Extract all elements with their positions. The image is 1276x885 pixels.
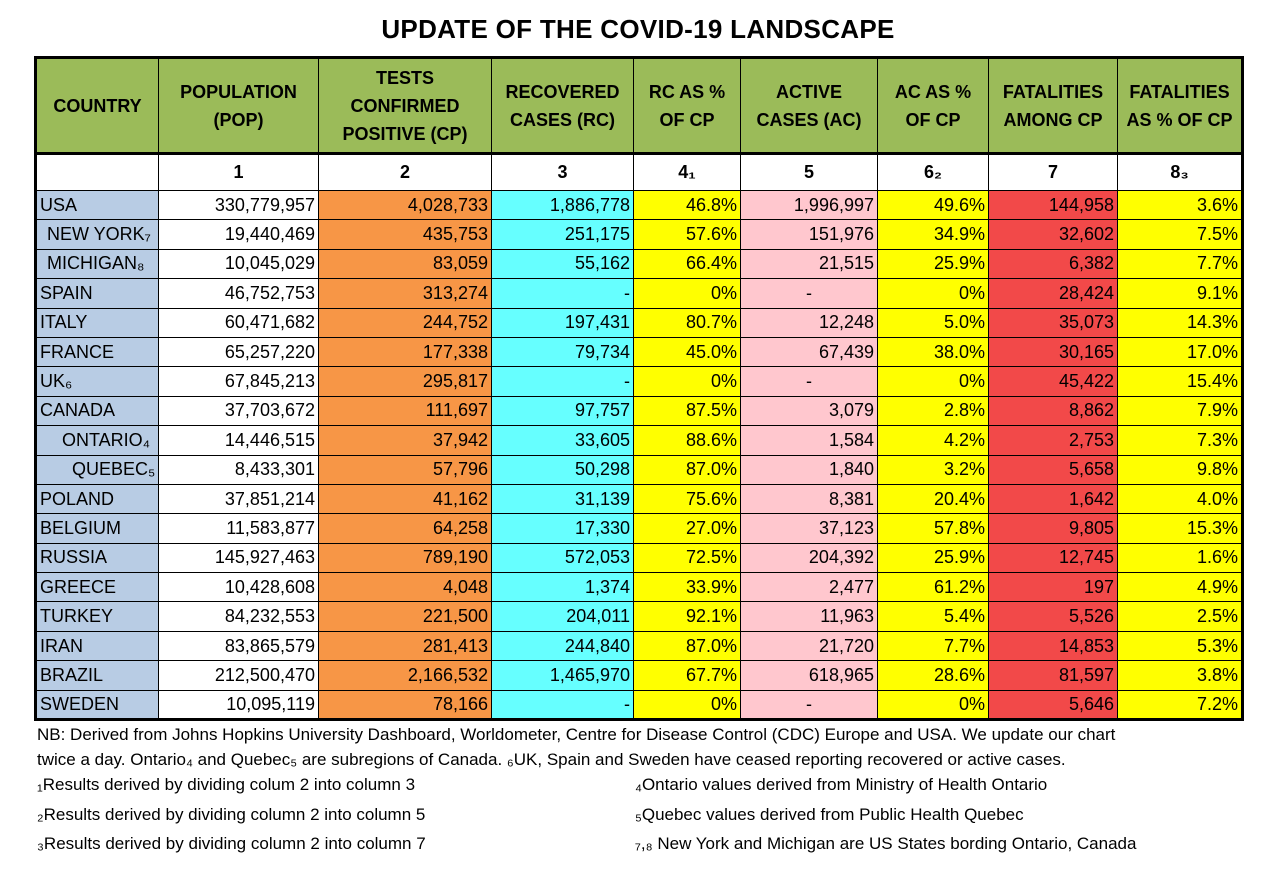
data-cell-cp: 57,796 [319,455,492,484]
data-cell-ac-pct: 25.9% [878,543,989,572]
data-cell-fat-pct: 7.9% [1118,396,1243,425]
data-cell-ac: 1,840 [741,455,878,484]
data-cell-pop: 67,845,213 [159,367,319,396]
table-row [36,337,1243,366]
data-cell-ac: 37,123 [741,514,878,543]
data-cell-fat: 12,745 [989,543,1118,572]
data-cell-rc-pct: 75.6% [634,484,741,513]
footnote: ₁Results derived by dividing colum 2 into column 3 [37,775,416,794]
data-cell-ac-pct: 57.8% [878,514,989,543]
data-cell-rc: 55,162 [492,249,634,278]
data-cell-fat-pct: 7.3% [1118,426,1243,455]
data-cell-ac: 204,392 [741,543,878,572]
data-cell-pop: 14,446,515 [159,426,319,455]
data-cell-cp: 37,942 [319,426,492,455]
footnote: ₇,₈ New York and Michigan are US States bording Ontario, Canada [635,834,1137,853]
data-cell-ac: 1,584 [741,426,878,455]
data-cell-ac: 151,976 [741,220,878,249]
data-cell-rc: 197,431 [492,308,634,337]
data-cell-rc: 33,605 [492,426,634,455]
data-cell-cp: 244,752 [319,308,492,337]
table-row [36,690,1243,719]
country-cell: UK₆ [36,367,159,396]
country-cell: MICHIGAN₈ [36,249,159,278]
country-cell: QUEBEC₅ [36,455,159,484]
table-row [36,279,1243,308]
country-cell: BRAZIL [36,661,159,690]
page-title: UPDATE OF THE COVID-19 LANDSCAPE [381,14,895,44]
data-cell-fat: 5,658 [989,455,1118,484]
data-cell-rc-pct: 46.8% [634,191,741,220]
data-cell-rc-pct: 87.0% [634,631,741,660]
footnote: ₄Ontario values derived from Ministry of Health Ontario [635,775,1048,794]
data-cell-fat: 35,073 [989,308,1118,337]
data-cell-rc-pct: 88.6% [634,426,741,455]
data-cell-rc-pct: 80.7% [634,308,741,337]
data-cell-rc-pct: 27.0% [634,514,741,543]
table-row [36,220,1243,249]
data-cell-fat: 5,526 [989,602,1118,631]
data-cell-rc-pct: 45.0% [634,337,741,366]
data-cell-rc: 1,374 [492,573,634,602]
table-row [36,308,1243,337]
data-cell-fat-pct: 9.8% [1118,455,1243,484]
data-cell-fat: 81,597 [989,661,1118,690]
data-cell-pop: 37,851,214 [159,484,319,513]
data-cell-ac-pct: 4.2% [878,426,989,455]
country-cell: TURKEY [36,602,159,631]
column-number: 1 [159,154,319,191]
data-cell-fat-pct: 5.3% [1118,631,1243,660]
data-cell-ac-pct: 0% [878,367,989,396]
column-header: RECOVERED CASES (RC) [492,58,634,154]
data-cell-ac: 1,996,997 [741,191,878,220]
data-cell-ac-pct: 34.9% [878,220,989,249]
country-cell: FRANCE [36,337,159,366]
data-cell-fat-pct: 15.4% [1118,367,1243,396]
data-cell-fat-pct: 9.1% [1118,279,1243,308]
data-cell-fat-pct: 17.0% [1118,337,1243,366]
data-cell-ac-pct: 3.2% [878,455,989,484]
country-cell: BELGIUM [36,514,159,543]
data-cell-ac-pct: 61.2% [878,573,989,602]
data-cell-fat-pct: 4.0% [1118,484,1243,513]
country-cell: SWEDEN [36,690,159,719]
data-cell-pop: 37,703,672 [159,396,319,425]
footnote: ₂Results derived by dividing column 2 into column 5 [37,805,426,824]
data-cell-ac: - [741,279,878,308]
data-cell-pop: 83,865,579 [159,631,319,660]
data-cell-cp: 177,338 [319,337,492,366]
country-cell: SPAIN [36,279,159,308]
column-header: COUNTRY [36,58,159,154]
country-cell: IRAN [36,631,159,660]
data-cell-fat: 30,165 [989,337,1118,366]
column-number: 6₂ [878,154,989,191]
column-number: 3 [492,154,634,191]
data-cell-rc: - [492,279,634,308]
column-number: 2 [319,154,492,191]
data-cell-pop: 10,095,119 [159,690,319,719]
data-cell-fat: 197 [989,573,1118,602]
data-cell-ac: 21,515 [741,249,878,278]
data-cell-rc-pct: 72.5% [634,543,741,572]
data-cell-ac: - [741,690,878,719]
table-row [36,191,1243,220]
column-number: 5 [741,154,878,191]
table-row [36,426,1243,455]
data-cell-cp: 221,500 [319,602,492,631]
header-row [36,58,1243,154]
data-cell-pop: 60,471,682 [159,308,319,337]
data-cell-pop: 46,752,753 [159,279,319,308]
data-cell-pop: 10,428,608 [159,573,319,602]
data-cell-ac-pct: 2.8% [878,396,989,425]
data-cell-ac: 21,720 [741,631,878,660]
data-cell-rc-pct: 66.4% [634,249,741,278]
column-header: AC AS % OF CP [878,58,989,154]
data-cell-fat: 5,646 [989,690,1118,719]
data-cell-cp: 64,258 [319,514,492,543]
data-cell-cp: 4,048 [319,573,492,602]
data-cell-fat-pct: 4.9% [1118,573,1243,602]
data-cell-rc: 97,757 [492,396,634,425]
data-cell-cp: 83,059 [319,249,492,278]
data-cell-rc: 1,465,970 [492,661,634,690]
table-row [36,484,1243,513]
covid-table [34,56,1244,721]
data-cell-fat-pct: 3.8% [1118,661,1243,690]
data-cell-fat-pct: 14.3% [1118,308,1243,337]
country-cell: ONTARIO₄ [36,426,159,455]
country-cell: RUSSIA [36,543,159,572]
source-notes [37,722,1247,772]
data-cell-rc: 251,175 [492,220,634,249]
column-number: 7 [989,154,1118,191]
data-cell-fat: 9,805 [989,514,1118,543]
table-row [36,514,1243,543]
data-cell-pop: 10,045,029 [159,249,319,278]
column-number: 8₃ [1118,154,1243,191]
column-number: 4₁ [634,154,741,191]
data-cell-fat-pct: 7.5% [1118,220,1243,249]
data-cell-ac-pct: 25.9% [878,249,989,278]
country-cell: GREECE [36,573,159,602]
data-cell-cp: 435,753 [319,220,492,249]
table-row [36,573,1243,602]
footnote: ₃Results derived by dividing column 2 into column 7 [37,834,426,853]
data-cell-fat: 45,422 [989,367,1118,396]
data-cell-fat-pct: 7.2% [1118,690,1243,719]
note-line: NB: Derived from Johns Hopkins University Dashboard, Worldometer, Centre for Disease Control (CDC) Europe and USA. We update our chart [37,725,1116,744]
data-cell-ac-pct: 28.6% [878,661,989,690]
data-cell-ac: 2,477 [741,573,878,602]
data-cell-fat-pct: 7.7% [1118,249,1243,278]
data-cell-ac-pct: 5.0% [878,308,989,337]
data-cell-fat: 144,958 [989,191,1118,220]
data-cell-ac: 12,248 [741,308,878,337]
data-cell-ac: - [741,367,878,396]
data-cell-fat: 32,602 [989,220,1118,249]
data-cell-cp: 789,190 [319,543,492,572]
table-row [36,396,1243,425]
data-cell-ac-pct: 20.4% [878,484,989,513]
data-cell-fat: 1,642 [989,484,1118,513]
data-cell-rc-pct: 92.1% [634,602,741,631]
data-cell-ac: 618,965 [741,661,878,690]
data-cell-ac: 11,963 [741,602,878,631]
data-cell-fat: 6,382 [989,249,1118,278]
data-cell-cp: 281,413 [319,631,492,660]
country-cell: CANADA [36,396,159,425]
data-cell-fat-pct: 3.6% [1118,191,1243,220]
data-cell-pop: 330,779,957 [159,191,319,220]
data-cell-rc: 572,053 [492,543,634,572]
column-header: RC AS % OF CP [634,58,741,154]
column-number-row [36,154,1243,191]
data-cell-rc: 17,330 [492,514,634,543]
country-cell: NEW YORK₇ [36,220,159,249]
data-cell-rc: 79,734 [492,337,634,366]
table-row [36,631,1243,660]
table-row [36,661,1243,690]
data-cell-pop: 8,433,301 [159,455,319,484]
column-header: FATALITIES AMONG CP [989,58,1118,154]
data-cell-ac: 67,439 [741,337,878,366]
data-cell-ac-pct: 38.0% [878,337,989,366]
data-cell-rc-pct: 57.6% [634,220,741,249]
country-cell: USA [36,191,159,220]
data-cell-fat-pct: 1.6% [1118,543,1243,572]
data-cell-rc: 204,011 [492,602,634,631]
column-number [36,154,159,191]
table-row [36,367,1243,396]
table-row [36,249,1243,278]
data-cell-rc: 244,840 [492,631,634,660]
data-cell-cp: 78,166 [319,690,492,719]
column-header: ACTIVE CASES (AC) [741,58,878,154]
data-cell-ac: 3,079 [741,396,878,425]
data-cell-rc-pct: 87.0% [634,455,741,484]
data-cell-fat: 28,424 [989,279,1118,308]
data-cell-pop: 19,440,469 [159,220,319,249]
data-cell-fat: 8,862 [989,396,1118,425]
data-cell-rc: - [492,690,634,719]
data-cell-fat: 14,853 [989,631,1118,660]
data-cell-rc-pct: 0% [634,690,741,719]
data-cell-rc-pct: 0% [634,367,741,396]
data-cell-rc: 1,886,778 [492,191,634,220]
data-cell-fat-pct: 2.5% [1118,602,1243,631]
data-cell-ac-pct: 0% [878,690,989,719]
data-cell-ac-pct: 49.6% [878,191,989,220]
table-row [36,543,1243,572]
data-cell-fat: 2,753 [989,426,1118,455]
data-cell-rc-pct: 87.5% [634,396,741,425]
data-cell-rc: 31,139 [492,484,634,513]
column-header: POPULATION (POP) [159,58,319,154]
data-cell-cp: 4,028,733 [319,191,492,220]
table-row [36,602,1243,631]
data-cell-pop: 65,257,220 [159,337,319,366]
data-cell-pop: 212,500,470 [159,661,319,690]
data-cell-rc: 50,298 [492,455,634,484]
data-cell-ac-pct: 7.7% [878,631,989,660]
data-cell-rc: - [492,367,634,396]
data-cell-pop: 11,583,877 [159,514,319,543]
data-cell-cp: 41,162 [319,484,492,513]
data-cell-ac-pct: 0% [878,279,989,308]
data-cell-pop: 145,927,463 [159,543,319,572]
data-cell-ac-pct: 5.4% [878,602,989,631]
column-header: FATALITIES AS % OF CP [1118,58,1243,154]
data-cell-cp: 295,817 [319,367,492,396]
table-row [36,455,1243,484]
country-cell: POLAND [36,484,159,513]
column-header: TESTS CONFIRMED POSITIVE (CP) [319,58,492,154]
data-cell-cp: 2,166,532 [319,661,492,690]
data-cell-cp: 111,697 [319,396,492,425]
data-cell-fat-pct: 15.3% [1118,514,1243,543]
footnote: ₅Quebec values derived from Public Health Quebec [635,805,1024,824]
data-cell-cp: 313,274 [319,279,492,308]
data-cell-rc-pct: 0% [634,279,741,308]
country-cell: ITALY [36,308,159,337]
data-cell-rc-pct: 33.9% [634,573,741,602]
note-line: twice a day. Ontario₄ and Quebec₅ are subregions of Canada. ₆UK, Spain and Sweden have ceased reporting recovered or active cases. [37,750,1066,769]
data-cell-ac: 8,381 [741,484,878,513]
data-cell-rc-pct: 67.7% [634,661,741,690]
data-cell-pop: 84,232,553 [159,602,319,631]
